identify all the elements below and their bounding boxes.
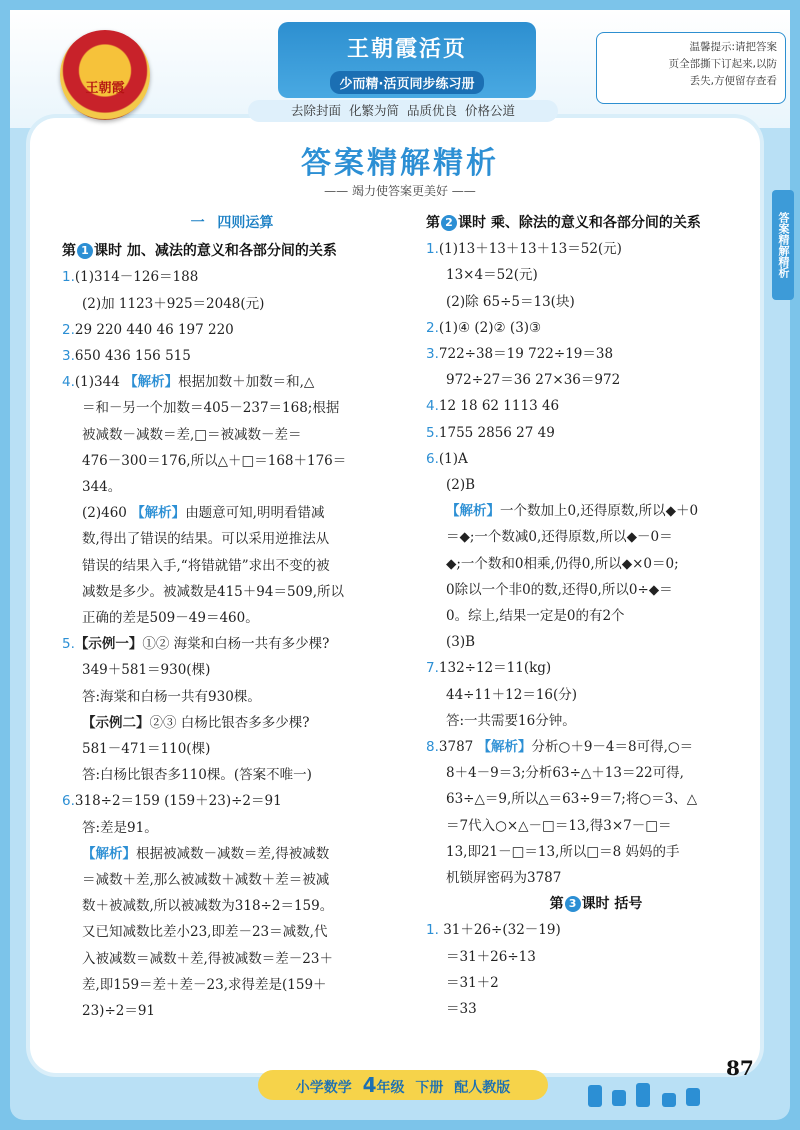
analysis-line [62, 841, 402, 867]
answer-text: (1)314－126＝188 [74, 269, 199, 286]
answer-text: 12 18 62 1113 46 [438, 398, 560, 415]
decor-block [612, 1090, 626, 1106]
decor-block [662, 1093, 676, 1107]
question-number: 1. [62, 269, 75, 286]
answer-line: 581－471＝110(棵) [82, 741, 211, 758]
tip-line-2: 页全部撕下订起来,以防 [668, 58, 777, 70]
side-tab: 答案精解精析 [772, 190, 794, 300]
answer-line [426, 655, 766, 681]
analysis-line: 63÷△＝9,所以△＝63÷9＝7;将○＝3、△ [446, 791, 698, 808]
question-number: 6. [62, 793, 75, 810]
answer-line [62, 264, 402, 290]
analysis-line: 又已知减数比差小23,即差－23＝减数,代 [82, 924, 328, 941]
lesson-prefix: 第 [62, 243, 76, 260]
lesson-3-heading [426, 891, 766, 917]
answer-line [62, 343, 402, 369]
answer-line [62, 369, 402, 395]
answer-line: 44÷11＋12＝16(分) [446, 686, 578, 703]
answer-line [426, 446, 766, 472]
answer-line [62, 500, 402, 526]
answer-line: (2)除 65÷5＝13(块) [446, 293, 575, 310]
page-number: 87 [726, 1056, 754, 1080]
analysis-line: ＝和－另一个加数＝405－237＝168;根据 [82, 400, 340, 417]
answer-line [426, 734, 766, 760]
question-number: 3. [426, 346, 439, 363]
answer-line [62, 710, 402, 736]
analysis-line: 减数是多少。被减数是415＋94＝509,所以 [82, 583, 345, 600]
answer-line [426, 917, 766, 943]
lesson-number-badge: 2 [441, 215, 457, 231]
right-column [426, 210, 766, 1022]
question-number: 3. [62, 348, 75, 365]
analysis-text: 分析○＋9－4＝8可得,○＝ [531, 739, 694, 756]
answer-text: 722÷38＝19 722÷19＝38 [438, 346, 614, 363]
analysis-line: 错误的结果入手,“将错就错”求出不变的被 [82, 557, 330, 574]
analysis-tag: 【解析】 [477, 739, 532, 756]
lesson-title: 课时 加、减法的意义和各部分间的关系 [94, 243, 337, 260]
analysis-line: 正确的差是509－49＝460。 [82, 610, 259, 627]
answer-line: 答:一共需要16分钟。 [446, 712, 576, 729]
lesson-number-badge: 3 [565, 896, 581, 912]
question-number: 6. [426, 450, 439, 467]
question-number: 1. [426, 922, 439, 939]
footer-edition: 配人教版 [454, 1080, 511, 1096]
answer-text: ②③ 白杨比银杏多多少棵? [149, 714, 310, 731]
answer-text: 318÷2＝159 (159＋23)÷2＝91 [74, 793, 282, 810]
analysis-line: 23)÷2＝91 [82, 1003, 156, 1020]
page-subtitle: —— 竭力使答案更美好 —— [324, 184, 476, 198]
analysis-line: 344。 [82, 479, 122, 496]
answer-text: ①② 海棠和白杨一共有多少棵? [142, 636, 330, 653]
analysis-line: 0除以一个非0的数,还得0,所以0÷◆＝ [446, 581, 673, 598]
answer-line [426, 236, 766, 262]
analysis-line: ＝◆;一个数减0,还得原数,所以◆－0＝ [446, 529, 673, 546]
answer-line: (3)B [446, 634, 476, 651]
question-number: 4. [426, 398, 439, 415]
tip-note [596, 32, 786, 104]
analysis-line: 数,得出了错误的结果。可以采用逆推法从 [82, 531, 330, 548]
answer-text: 132÷12＝11(kg) [438, 660, 552, 677]
footer-grade: 年级 [376, 1080, 405, 1096]
unit-heading: 一 四则运算 [190, 215, 274, 231]
answer-text: 650 436 156 515 [74, 348, 191, 365]
answer-line: ＝33 [446, 1001, 477, 1018]
analysis-tag: 【解析】 [82, 845, 136, 862]
brand-logo [60, 30, 150, 120]
answer-line [426, 315, 766, 341]
answer-line [62, 317, 402, 343]
question-number: 2. [62, 321, 75, 338]
answer-line [426, 420, 766, 446]
brand-title: 王朝霞活页 [346, 37, 467, 62]
analysis-line: 被减数－减数＝差,□＝被减数－差＝ [82, 426, 302, 443]
lesson-title: 课时 括号 [581, 896, 643, 913]
answer-line [62, 631, 402, 657]
decor-block [636, 1083, 650, 1107]
answer-line [426, 393, 766, 419]
answer-line [62, 788, 402, 814]
footer-subject: 小学数学 [295, 1080, 352, 1096]
analysis-text: 根据被减数－减数＝差,得被减数 [136, 845, 330, 862]
answer-line: ＝31＋26÷13 [446, 948, 536, 965]
answer-line: (2)B [446, 477, 476, 494]
question-number: 7. [426, 660, 439, 677]
analysis-line: ＝7代入○×△－□＝13,得3×7－□＝ [446, 817, 672, 834]
footer-grade-number: 4 [362, 1073, 377, 1097]
brand-banner [278, 22, 536, 98]
answer-text: (1)④ (2)② (3)③ [438, 319, 542, 336]
example-tag: 【示例一】 [74, 636, 143, 653]
analysis-tag: 【解析】 [124, 374, 179, 391]
question-number: 4. [62, 374, 75, 391]
answer-line: ＝31＋2 [446, 974, 499, 991]
answer-text: 1755 2856 27 49 [438, 424, 555, 441]
answer-text: 3787 [438, 739, 478, 756]
lesson-2-heading [426, 210, 766, 236]
analysis-line [426, 498, 766, 524]
lesson-number-badge: 1 [77, 243, 93, 259]
decor-block [686, 1088, 700, 1106]
analysis-text: 一个数加上0,还得原数,所以◆＋0 [500, 503, 699, 520]
analysis-line: ◆;一个数和0相乘,仍得0,所以◆×0＝0; [446, 555, 679, 572]
left-column [62, 210, 402, 1024]
analysis-line: ＝减数＋差,那么被减数＋减数＋差＝被减 [82, 872, 330, 889]
answer-text: 29 220 440 46 197 220 [74, 321, 234, 338]
question-number: 2. [426, 319, 439, 336]
brand-subtitle: 少而精·活页同步练习册 [330, 71, 485, 94]
answer-text: (1)344 [74, 374, 125, 391]
answer-text: (1)A [438, 450, 468, 467]
question-number: 5. [426, 424, 439, 441]
answer-line: 答:差是91。 [82, 819, 158, 836]
example-tag: 【示例二】 [82, 714, 150, 731]
question-number: 8. [426, 739, 439, 756]
analysis-line: 8＋4－9＝3;分析63÷△＋13＝22可得, [446, 765, 684, 782]
page-title: 答案精解精析 [301, 146, 499, 181]
lesson-title: 课时 乘、除法的意义和各部分间的关系 [458, 215, 701, 231]
question-number: 1. [426, 241, 439, 258]
lesson-1-heading [62, 238, 402, 264]
answer-line: 答:海棠和白杨一共有930棵。 [82, 688, 261, 705]
analysis-line: 0。综上,结果一定是0的有2个 [446, 608, 625, 625]
tip-line-3: 丢失,方便留存查看 [689, 75, 777, 87]
answer-text: (2)460 [82, 505, 132, 522]
question-number: 5. [62, 636, 75, 653]
answer-line: 972÷27＝36 27×36＝972 [446, 372, 621, 389]
slogan: 去除封面 化繁为简 品质优良 价格公道 [248, 100, 558, 122]
analysis-line: 13,即21－□＝13,所以□＝8 妈妈的手 [446, 843, 680, 860]
analysis-line: 476－300＝176,所以△＋□＝168＋176＝ [82, 452, 347, 469]
analysis-tag: 【解析】 [446, 503, 500, 520]
footer-badge [258, 1070, 548, 1100]
analysis-text: 由题意可知,明明看错减 [185, 505, 325, 522]
analysis-tag: 【解析】 [131, 505, 186, 522]
lesson-prefix: 第 [426, 215, 440, 231]
analysis-text: 根据加数＋加数＝和,△ [178, 374, 315, 391]
answer-line: 答:白杨比银杏多110棵。(答案不唯一) [82, 767, 312, 784]
answer-line [426, 341, 766, 367]
lesson-prefix: 第 [549, 896, 564, 913]
answer-text: 31＋26÷(32－19) [443, 922, 561, 939]
analysis-line: 机锁屏密码为3787 [446, 870, 562, 887]
answer-text: (1)13＋13＋13＋13＝52(元) [438, 241, 622, 258]
analysis-line: 数＋被减数,所以被减数为318÷2＝159。 [82, 898, 334, 915]
answer-line: 13×4＝52(元) [446, 267, 538, 284]
answer-line: (2)加 1123＋925＝2048(元) [82, 295, 265, 312]
logo-text: 王朝霞 [85, 80, 125, 96]
tip-line-1: 温馨提示:请把答案 [689, 41, 777, 53]
analysis-line: 入被减数＝减数＋差,得被减数＝差－23＋ [82, 950, 333, 967]
decor-block [588, 1085, 602, 1107]
answer-line: 349＋581＝930(棵) [82, 662, 211, 679]
analysis-line: 差,即159＝差＋差－23,求得差是(159＋ [82, 976, 327, 993]
footer-term: 下册 [415, 1080, 444, 1096]
